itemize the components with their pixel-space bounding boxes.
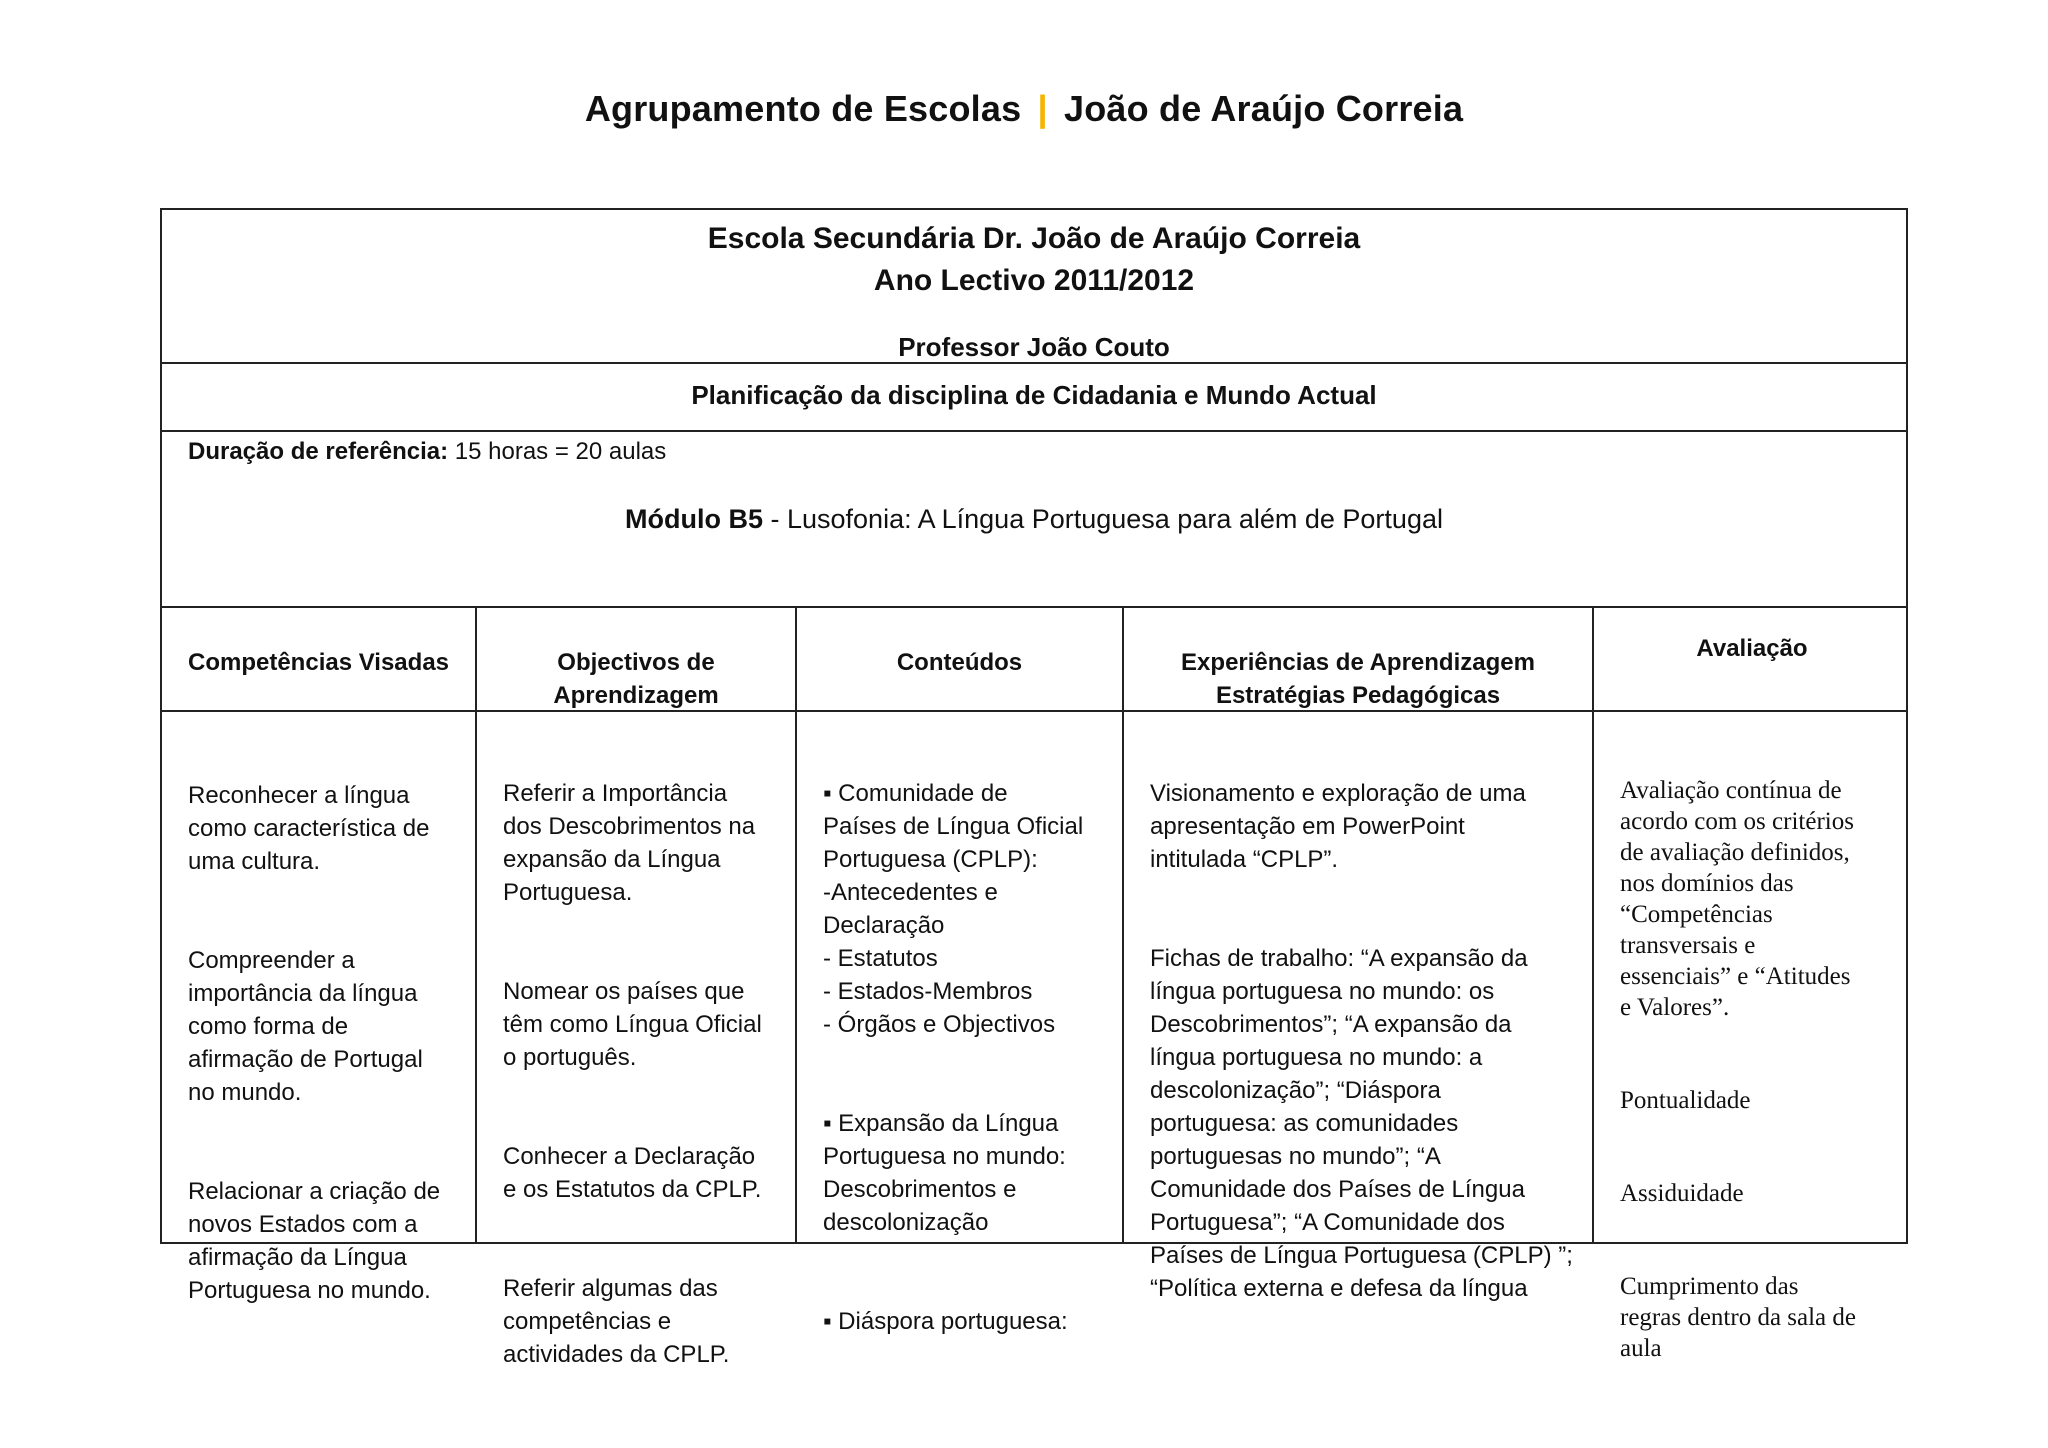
competencia-item: Relacionar a criação de novos Estados com a afirmação da Língua Portuguesa no mundo. xyxy=(188,1178,441,1304)
school-year: Ano Lectivo 2011/2012 xyxy=(873,264,1195,297)
competencia-item: Compreender a importância da língua como forma de afirmação de Portugal no mundo. xyxy=(188,947,423,1106)
avaliacao-item: Pontualidade xyxy=(1620,1087,1751,1114)
cell-objectivos xyxy=(477,712,797,1368)
header-objectivos-line2: Aprendizagem xyxy=(553,682,719,709)
cell-avaliacao xyxy=(1594,712,1910,1362)
duration-value: 15 horas = 20 aulas xyxy=(448,438,667,465)
experiencias-text xyxy=(1150,744,1582,1371)
experiencia-item: Visionamento e exploração de uma apresentação em PowerPoint intitulada “CPLP”. xyxy=(1150,780,1526,873)
school-info-row xyxy=(162,210,1906,364)
conteudo-item: ▪ Expansão da Língua Portuguesa no mundo: Descobrimentos e descolonização xyxy=(823,1110,1066,1236)
conteudo-item: ▪ Diáspora portuguesa: xyxy=(823,1308,1068,1335)
competencias-text xyxy=(188,746,465,1373)
header-cell-avaliacao xyxy=(1594,608,1910,710)
header-separator: | xyxy=(1037,88,1048,129)
school-name: Escola Secundária Dr. João de Araújo Correia xyxy=(707,222,1361,255)
avaliacao-text xyxy=(1620,744,1900,1426)
objectivos-text xyxy=(503,744,785,1437)
duration xyxy=(188,438,666,466)
page-header xyxy=(0,88,2048,130)
column-headers-row xyxy=(162,608,1906,712)
header-objectivos-line1: Objectivos de xyxy=(557,649,715,676)
avaliacao-item: Assiduidade xyxy=(1620,1180,1744,1207)
header-experiencias-line2: Estratégias Pedagógicas xyxy=(1215,682,1501,709)
header-cell-objectivos xyxy=(477,608,797,710)
objectivo-item: Nomear os países que têm como Língua Oficial o português. xyxy=(503,978,762,1071)
header-experiencias-line1: Experiências de Aprendizagem xyxy=(1181,649,1535,676)
objectivo-item: Referir algumas das competências e actividades da CPLP. xyxy=(503,1275,730,1368)
header-cell-experiencias xyxy=(1124,608,1594,710)
header-avaliacao: Avaliação xyxy=(1696,635,1808,662)
cell-experiencias xyxy=(1124,712,1594,1302)
conteudos-text xyxy=(823,744,1112,1404)
duration-label: Duração de referência: xyxy=(188,438,449,465)
header-conteudos: Conteúdos xyxy=(896,649,1023,676)
objectivo-item: Conhecer a Declaração e os Estatutos da CPLP. xyxy=(503,1143,762,1203)
module-title-text: - Lusofonia: A Língua Portuguesa para além de Portugal xyxy=(763,504,1443,534)
header-cell-conteudos xyxy=(797,608,1124,710)
plan-title: Planificação da disciplina de Cidadania e Mundo Actual xyxy=(691,380,1377,410)
experiencia-item: Fichas de trabalho: “A expansão da língua portuguesa no mundo: os Descobrimentos”; “A expansão da língua portuguesa no mundo: a descolonização”; “Diáspora portuguesa: as comunidades portuguesas no mundo”; “A Comunidade dos Países de Língua Portuguesa”; “A Comunidade dos Países de Língua Portuguesa (CPLP) ”; “Política externa e defesa da língua xyxy=(1150,945,1573,1302)
competencia-item: Reconhecer a língua como característica de uma cultura. xyxy=(188,782,430,875)
module-title xyxy=(162,504,1906,535)
conteudo-item: ▪ Comunidade de Países de Língua Oficial Portuguesa (CPLP): -Antecedentes e Declaração - Estatutos - Estados-Membros - Órgãos e Objectivos xyxy=(823,780,1084,1038)
avaliacao-item: Avaliação contínua de acordo com os critérios de avaliação definidos, nos domínios das “Competências transversais e essenciais” e “Atitudes e Valores”. xyxy=(1620,777,1854,1021)
header-left: Agrupamento de Escolas xyxy=(584,88,1022,129)
avaliacao-item: Cumprimento das regras dentro da sala de aula xyxy=(1620,1273,1856,1362)
cell-competencias xyxy=(162,712,477,1304)
module-row xyxy=(162,432,1906,608)
header-cell-competencias xyxy=(162,608,477,710)
header-right: João de Araújo Correia xyxy=(1064,88,1464,129)
cell-conteudos xyxy=(797,712,1124,1335)
plan-title-row xyxy=(162,364,1906,432)
module-label: Módulo B5 xyxy=(625,504,763,534)
professor-name: Professor João Couto xyxy=(898,332,1170,362)
objectivo-item: Referir a Importância dos Descobrimentos na expansão da Língua Portuguesa. xyxy=(503,780,756,906)
planning-table xyxy=(160,208,1908,1368)
header-competencias: Competências Visadas xyxy=(188,649,450,676)
content-row xyxy=(162,712,1906,1368)
